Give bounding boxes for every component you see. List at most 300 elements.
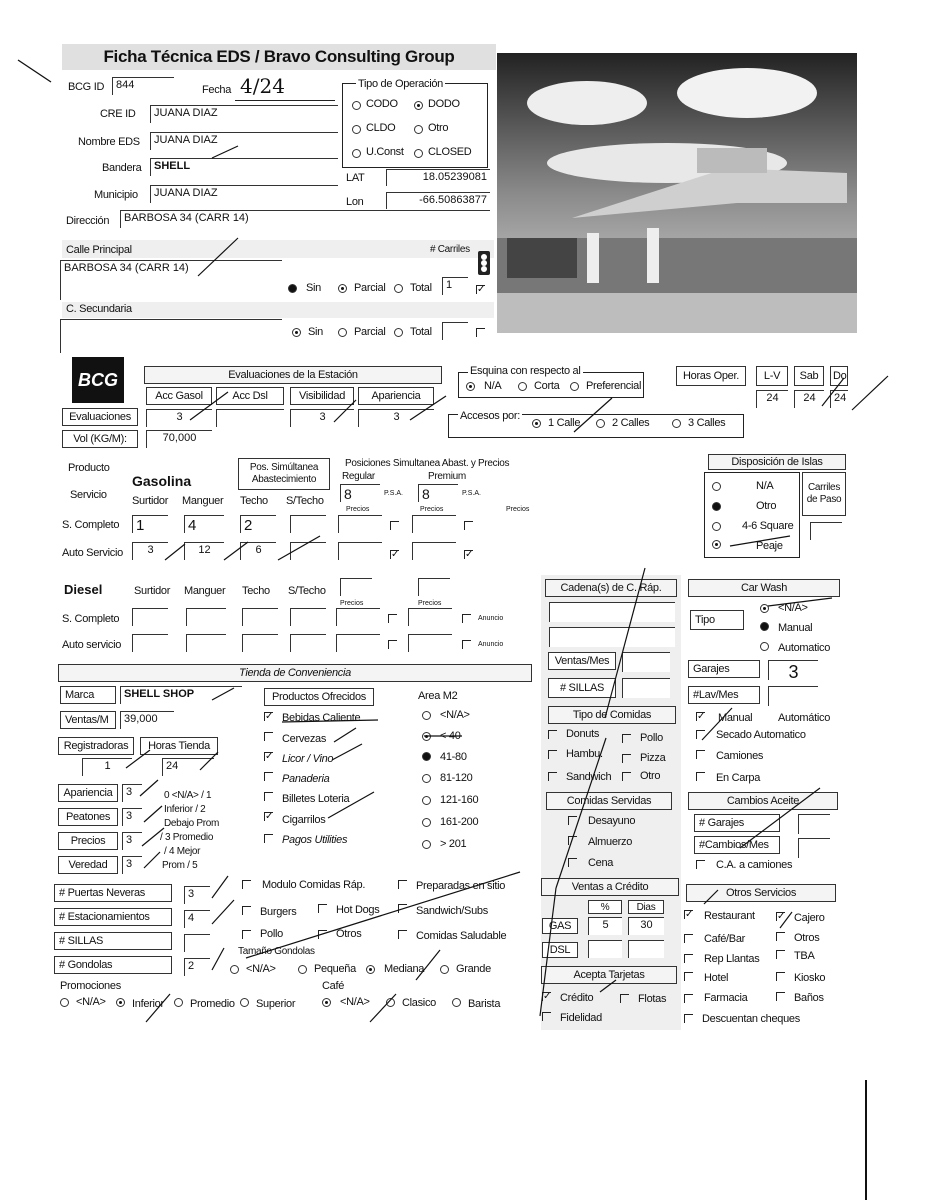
aceite-camiones-check[interactable] <box>696 860 705 869</box>
carwash-secado-label: Secado Automatico <box>716 729 806 741</box>
otros-hotel-label: Hotel <box>704 972 729 984</box>
tipo-cldo-radio[interactable] <box>352 125 361 134</box>
bcg-id-label: BCG ID <box>68 81 105 93</box>
servida-cena-label: Cena <box>588 857 614 869</box>
accesos-2calles-label: 2 Calles <box>612 417 650 429</box>
aceite-garajes-field[interactable] <box>798 814 830 834</box>
gas-auto-check-premium[interactable]: ✓ <box>465 549 474 560</box>
eval-acc-dsl-field[interactable] <box>216 409 284 427</box>
gas-auto-stecho[interactable] <box>290 542 326 560</box>
dsl-completo-check-2[interactable] <box>462 614 471 623</box>
lon-field[interactable]: -66.50863877 <box>386 192 490 209</box>
servida-desayuno-check[interactable] <box>568 816 577 825</box>
precios-label-1: Precios <box>346 506 370 513</box>
carwash-manual-check-label: Manual <box>718 712 753 724</box>
accesos-1calle-radio[interactable] <box>532 419 541 428</box>
gas-auto-manguer[interactable]: 12 <box>184 542 224 560</box>
area-81-120-radio[interactable] <box>422 774 431 783</box>
calle-principal-field[interactable]: BARBOSA 34 (CARR 14) <box>60 260 282 300</box>
dsl-auto-anuncio: Anuncio <box>478 641 504 648</box>
tarjeta-fidelidad-check[interactable] <box>542 1012 551 1021</box>
nombre-field[interactable]: JUANA DIAZ <box>150 132 338 150</box>
servida-desayuno-label: Desayuno <box>588 815 636 827</box>
otros-tba-label: TBA <box>794 950 815 962</box>
comida-hambu-label: Hambu. <box>566 748 603 760</box>
estacionamientos-label: # Estacionamientos <box>54 908 172 926</box>
fecha-label: Fecha <box>202 84 232 96</box>
eval-col-acc-gasol: Acc Gasol <box>146 387 212 405</box>
fecha-field[interactable]: 4/24 <box>240 74 285 98</box>
dsl-completo-techo[interactable] <box>242 608 278 626</box>
gas-auto-techo[interactable]: 6 <box>240 542 276 560</box>
esquina-na-radio[interactable] <box>466 382 475 391</box>
puertas-neveras-field[interactable]: 3 <box>184 886 210 904</box>
gas-col-surtidor: Surtidor <box>132 495 169 507</box>
puertas-neveras-label: # Puertas Neveras <box>54 884 172 902</box>
carwash-title: Car Wash <box>688 579 840 597</box>
registradoras-field[interactable]: 1 <box>82 758 132 776</box>
promo-na-radio[interactable] <box>60 998 69 1007</box>
premium-psa-label: P.S.A. <box>462 490 481 497</box>
carriles-paso-label: Carriles de Paso <box>802 472 846 516</box>
horas-tienda-field[interactable]: 24 <box>162 758 214 776</box>
bcg-id-field[interactable]: 844 <box>112 77 174 95</box>
lat-field[interactable]: 18.05239081 <box>386 169 490 186</box>
ventas-mes-field[interactable] <box>622 652 670 672</box>
carwash-na-label: <N/A> <box>778 602 808 614</box>
horas-lv-field[interactable]: 24 <box>756 390 788 408</box>
otros-kiosko-label: Kiosko <box>794 972 826 984</box>
bandera-field[interactable]: SHELL <box>150 158 338 176</box>
dsl-col-manguer: Manguer <box>184 585 226 597</box>
principal-parcial-label: Parcial <box>354 282 386 294</box>
otros-farmacia-label: Farmacia <box>704 992 748 1004</box>
producto-licor-check[interactable]: ✓ <box>265 751 274 762</box>
comida-pollo-label: Pollo <box>640 732 663 744</box>
hotdogs-check[interactable] <box>318 904 327 913</box>
estacionamientos-field[interactable]: 4 <box>184 910 210 928</box>
garajes-label: Garajes <box>688 660 760 678</box>
secundaria-total-radio[interactable] <box>394 328 403 337</box>
carwash-tipo-label: Tipo <box>690 610 744 630</box>
calle-secundaria-label: C. Secundaria <box>66 303 132 315</box>
premium-label: Premium <box>428 471 466 482</box>
gas-completo-precio-premium[interactable] <box>412 515 456 533</box>
tipo-dodo-radio[interactable] <box>414 101 423 110</box>
otros-descuentan-check[interactable] <box>684 1014 693 1023</box>
regular-label: Regular <box>342 471 375 482</box>
area-121-160-radio[interactable] <box>422 796 431 805</box>
carwash-carpa-label: En Carpa <box>716 772 761 784</box>
tipo-codo-label: CODO <box>366 98 398 110</box>
tarjeta-credito-check[interactable]: ✓ <box>543 991 552 1002</box>
gas-completo-surtidor[interactable]: 1 <box>132 515 168 533</box>
gondola-na-radio[interactable] <box>230 965 239 974</box>
producto-panaderia-check[interactable] <box>264 772 273 781</box>
dsl-completo-anuncio: Anuncio <box>478 615 504 622</box>
area-na-radio[interactable] <box>422 711 431 720</box>
gondola-mediana-radio[interactable] <box>366 965 375 974</box>
dsl-auto-techo[interactable] <box>242 634 278 652</box>
cafe-na-label: <N/A> <box>340 996 370 1008</box>
gondola-pequena-radio[interactable] <box>298 965 307 974</box>
credito-gas-dias[interactable]: 30 <box>628 917 664 935</box>
cafe-barista-radio[interactable] <box>452 998 461 1007</box>
producto-label: Producto <box>68 462 110 474</box>
carwash-na-radio[interactable] <box>760 604 769 613</box>
esquina-corta-label: Corta <box>534 380 560 392</box>
cadenas-field-1[interactable] <box>549 602 675 622</box>
secundaria-check[interactable] <box>476 328 485 337</box>
dsl-top-field-1[interactable] <box>340 578 372 596</box>
evaluaciones-row-label: Evaluaciones <box>62 408 138 426</box>
lav-mes-field[interactable] <box>768 686 818 706</box>
secundaria-carriles-field[interactable] <box>442 322 468 340</box>
cre-id-field[interactable]: JUANA DIAZ <box>150 105 338 123</box>
scale-line-1: 0 <N/A> / 1 <box>164 790 212 801</box>
ventas-credito-title: Ventas a Crédito <box>541 878 679 896</box>
gas-col-techo: Techo <box>240 495 268 507</box>
comida-pizza-label: Pizza <box>640 752 666 764</box>
burgers-check[interactable] <box>242 906 251 915</box>
otros-cafe-check[interactable] <box>684 934 693 943</box>
carwash-secado-check[interactable] <box>696 730 705 739</box>
area-201-label: > 201 <box>440 838 467 850</box>
esquina-corta-radio[interactable] <box>518 382 527 391</box>
principal-sin-radio[interactable] <box>288 284 297 293</box>
producto-utilities-label: Pagos Utilities <box>282 834 348 846</box>
horas-tienda-label: Horas Tienda <box>140 737 218 755</box>
gas-col-stecho: S/Techo <box>286 495 324 507</box>
otros-cajero-check[interactable]: ✓ <box>777 911 786 922</box>
tipo-codo-radio[interactable] <box>352 101 361 110</box>
eval-visibilidad-field[interactable]: 3 <box>290 409 354 427</box>
calle-secundaria-field[interactable] <box>60 319 282 353</box>
carriles-field[interactable]: 1 <box>442 277 468 295</box>
eval-apariencia-field[interactable]: 3 <box>358 409 434 427</box>
producto-utilities-check[interactable] <box>264 834 273 843</box>
dsl-auto-stecho[interactable] <box>290 634 326 652</box>
area-121-160-label: 121-160 <box>440 794 479 806</box>
area-40-label: < 40 <box>440 730 461 742</box>
tienda-otros-check[interactable] <box>318 930 327 939</box>
tipo-comidas-title: Tipo de Comidas <box>548 706 676 724</box>
otros-cafe-label: Café/Bar <box>704 933 746 945</box>
dsl-col-surtidor: Surtidor <box>134 585 171 597</box>
otros-banos-label: Baños <box>794 992 824 1004</box>
principal-total-radio[interactable] <box>394 284 403 293</box>
dsl-auto-manguer[interactable] <box>186 634 226 652</box>
esquina-na-label: N/A <box>484 380 502 392</box>
tienda-veredad-label: Veredad <box>58 856 118 874</box>
gas-completo-check-regular[interactable] <box>390 521 399 530</box>
gondola-mediana-label: Mediana <box>384 963 425 975</box>
tienda-pollo-check[interactable] <box>242 930 251 939</box>
credito-dsl-label: DSL <box>542 942 578 958</box>
carwash-manual-check[interactable]: ✓ <box>697 711 706 722</box>
burgers-label: Burgers <box>260 906 297 918</box>
secundaria-sin-radio[interactable] <box>292 328 301 337</box>
saludable-label: Comidas Saludable <box>416 930 507 942</box>
tipo-cldo-label: CLDO <box>366 122 396 134</box>
comida-donuts-label: Donuts <box>566 728 600 740</box>
otros-llantas-check[interactable] <box>684 954 693 963</box>
comida-pollo-check[interactable] <box>622 734 631 743</box>
cadenas-field-2[interactable] <box>549 627 675 647</box>
producto-bebidas-check[interactable]: ✓ <box>265 711 274 722</box>
principal-parcial-radio[interactable] <box>338 284 347 293</box>
tipo-uconst-radio[interactable] <box>352 149 361 158</box>
cadenas-title: Cadena(s) de C. Ráp. <box>545 579 677 597</box>
cafe-clasico-label: Clasico <box>402 997 436 1009</box>
producto-licor-label: Licor / Vino <box>282 753 334 765</box>
comidas-servidas-title: Comidas Servidas <box>546 792 672 810</box>
eval-col-apariencia: Apariencia <box>358 387 434 405</box>
municipio-field[interactable]: JUANA DIAZ <box>150 185 338 203</box>
esquina-title: Esquina con respecto al <box>470 365 581 377</box>
area-201-radio[interactable] <box>422 840 431 849</box>
dsl-top-field-2[interactable] <box>418 578 450 596</box>
evaluaciones-title: Evaluaciones de la Estación <box>144 366 442 384</box>
tienda-apariencia-label: Apariencia <box>58 784 118 802</box>
promo-inferior-radio[interactable] <box>116 998 125 1007</box>
tienda-precios-field[interactable]: 3 <box>122 832 142 850</box>
registradoras-label: Registradoras <box>58 737 134 755</box>
dsl-row-label-completo: S. Completo <box>62 613 120 625</box>
dsl-auto-precio-1[interactable] <box>336 634 380 652</box>
aceite-cambios-field[interactable] <box>798 838 830 858</box>
tienda-sillas-field[interactable] <box>184 934 210 952</box>
premium-psa-field[interactable]: 8 <box>418 484 458 502</box>
tienda-veredad-field[interactable]: 3 <box>122 856 142 874</box>
producto-cigarrillos-check[interactable]: ✓ <box>265 811 274 822</box>
otros-kiosko-check[interactable] <box>776 972 785 981</box>
dsl-auto-check-1[interactable] <box>388 640 397 649</box>
accesos-3calles-radio[interactable] <box>672 419 681 428</box>
preparadas-check[interactable] <box>398 880 407 889</box>
otros-descuentan-label: Descuentan cheques <box>702 1013 800 1025</box>
marca-field[interactable]: SHELL SHOP <box>120 686 242 704</box>
producto-bebidas-label: Bebidas Caliente <box>282 712 361 724</box>
islas-otro-radio[interactable] <box>712 502 721 511</box>
servicio-label: Servicio <box>70 489 107 501</box>
comida-donuts-check[interactable] <box>548 730 557 739</box>
otros-otros-label: Otros <box>794 932 820 944</box>
otros-cajero-label: Cajero <box>794 912 825 924</box>
dsl-completo-manguer[interactable] <box>186 608 226 626</box>
regular-psa-field[interactable]: 8 <box>340 484 380 502</box>
direccion-label: Dirección <box>66 215 110 227</box>
esquina-preferencial-radio[interactable] <box>570 382 579 391</box>
promo-na-label: <N/A> <box>76 996 106 1008</box>
cafe-clasico-radio[interactable] <box>386 998 395 1007</box>
lon-label: Lon <box>346 196 364 208</box>
promo-superior-radio[interactable] <box>240 998 249 1007</box>
credito-dsl-dias[interactable] <box>628 940 664 958</box>
area-title: Area M2 <box>418 690 458 702</box>
gondola-grande-label: Grande <box>456 963 491 975</box>
accesos-label: Accesos por: <box>460 410 520 422</box>
area-161-200-label: 161-200 <box>440 816 479 828</box>
credito-dsl-pct[interactable] <box>588 940 622 958</box>
cafe-title: Café <box>322 980 345 992</box>
area-41-80-radio[interactable] <box>422 752 431 761</box>
fecha-underline <box>235 100 335 101</box>
producto-cervezas-check[interactable] <box>264 732 273 741</box>
sandwich-check[interactable] <box>398 904 407 913</box>
area-40-radio[interactable] <box>422 732 431 741</box>
dsl-completo-check-1[interactable] <box>388 614 397 623</box>
gas-row-label-completo: S. Completo <box>62 519 120 531</box>
secundaria-sin-label: Sin <box>308 326 323 338</box>
secundaria-parcial-label: Parcial <box>354 326 386 338</box>
gas-completo-check-premium[interactable] <box>464 521 473 530</box>
tienda-peatones-field[interactable]: 3 <box>122 808 142 826</box>
ventas-m-field[interactable]: 39,000 <box>120 711 174 729</box>
pen-mark <box>15 50 55 90</box>
gas-completo-techo[interactable]: 2 <box>240 515 276 533</box>
scale-line-4: / 3 Promedio <box>160 832 214 843</box>
otros-farmacia-check[interactable] <box>684 994 693 1003</box>
secundaria-total-label: Total <box>410 326 432 338</box>
carwash-manual-radio[interactable] <box>760 622 769 631</box>
dsl-completo-surtidor[interactable] <box>132 608 168 626</box>
carriles-paso-field[interactable] <box>810 522 842 540</box>
servida-cena-check[interactable] <box>568 858 577 867</box>
modulo-comidas-check[interactable] <box>242 880 251 889</box>
calle-principal-label: Calle Principal <box>66 244 132 256</box>
accesos-1calle-label: 1 Calle <box>548 417 581 429</box>
otros-hotel-check[interactable] <box>684 972 693 981</box>
dsl-completo-stecho[interactable] <box>290 608 326 626</box>
productos-title: Productos Ofrecidos <box>264 688 374 706</box>
comida-hambu-check[interactable] <box>548 750 557 759</box>
tipo-otro-radio[interactable] <box>414 125 423 134</box>
precios-label-3: Precios <box>506 506 530 513</box>
carriles-label: # Carriles <box>430 244 470 255</box>
dsl-completo-precio-2[interactable] <box>408 608 452 626</box>
dsl-col-techo: Techo <box>242 585 270 597</box>
gas-row-label-auto: Auto Servicio <box>62 547 123 559</box>
ventas-m-label: Ventas/M <box>60 711 116 729</box>
otros-llantas-label: Rep Llantas <box>704 953 760 965</box>
gas-auto-precio-regular[interactable] <box>338 542 382 560</box>
tarjeta-flotas-check[interactable] <box>620 994 629 1003</box>
dsl-auto-check-2[interactable] <box>462 640 471 649</box>
gas-completo-stecho[interactable] <box>290 515 326 533</box>
cre-id-label: CRE ID <box>100 108 136 120</box>
carwash-carpa-check[interactable] <box>696 772 705 781</box>
scale-line-2: Inferior / 2 <box>164 804 206 815</box>
otros-restaurant-label: Restaurant <box>704 910 755 922</box>
gondolas-title: Tamaño Gondolas <box>238 946 315 957</box>
saludable-check[interactable] <box>398 930 407 939</box>
direccion-field[interactable]: BARBOSA 34 (CARR 14) <box>120 210 490 228</box>
accesos-2calles-radio[interactable] <box>596 419 605 428</box>
scale-line-6: Prom / 5 <box>162 860 198 871</box>
servida-almuerzo-check[interactable] <box>568 836 577 845</box>
comida-sandwich-check[interactable] <box>548 772 557 781</box>
carriles-check[interactable]: ✓ <box>477 284 486 295</box>
gondolas-field[interactable]: 2 <box>184 958 210 976</box>
servida-almuerzo-label: Almuerzo <box>588 836 633 848</box>
gas-completo-manguer[interactable]: 4 <box>184 515 224 533</box>
secundaria-parcial-radio[interactable] <box>338 328 347 337</box>
carwash-automatico-radio[interactable] <box>760 642 769 651</box>
producto-loteria-label: Billetes Loteria <box>282 793 350 805</box>
cadenas-sillas-field[interactable] <box>622 678 670 698</box>
dsl-auto-precio-2[interactable] <box>408 634 452 652</box>
promo-promedio-radio[interactable] <box>174 998 183 1007</box>
gondola-pequena-label: Pequeña <box>314 963 356 975</box>
gondola-grande-radio[interactable] <box>440 965 449 974</box>
tarjetas-title: Acepta Tarjetas <box>541 966 677 984</box>
otros-tba-check[interactable] <box>776 950 785 959</box>
otros-otros-check[interactable] <box>776 932 785 941</box>
comida-pizza-check[interactable] <box>622 754 631 763</box>
garajes-field[interactable]: 3 <box>768 660 818 680</box>
tienda-apariencia-field[interactable]: 3 <box>122 784 142 802</box>
carwash-camiones-label: Camiones <box>716 750 764 762</box>
horas-do-col: Do <box>830 366 848 386</box>
islas-na-radio[interactable] <box>712 482 721 491</box>
tarjeta-flotas-label: Flotas <box>638 993 667 1005</box>
carwash-manual-label: Manual <box>778 622 813 634</box>
cafe-na-radio[interactable] <box>322 998 331 1007</box>
tipo-dodo-label: DODO <box>428 98 460 110</box>
tipo-uconst-label: U.Const <box>366 146 404 158</box>
accesos-3calles-label: 3 Calles <box>688 417 726 429</box>
bcg-logo: BCG <box>72 357 124 403</box>
gas-auto-check-regular[interactable]: ✓ <box>391 549 400 560</box>
otros-title: Otros Servicios <box>686 884 836 902</box>
islas-peaje-radio[interactable] <box>712 540 721 549</box>
dsl-completo-precio-1[interactable] <box>336 608 380 626</box>
scale-line-3: Debajo Prom <box>164 818 220 829</box>
regular-psa-label: P.S.A. <box>384 490 403 497</box>
carwash-camiones-check[interactable] <box>696 750 705 759</box>
horas-sab-col: Sab <box>794 366 824 386</box>
producto-loteria-check[interactable] <box>264 792 273 801</box>
otros-restaurant-check[interactable]: ✓ <box>685 909 694 920</box>
dsl-row-label-auto: Auto servicio <box>62 639 122 651</box>
gas-auto-precio-premium[interactable] <box>412 542 456 560</box>
lav-mes-label: #Lav/Mes <box>688 686 760 704</box>
eval-acc-gasol-field[interactable]: 3 <box>146 409 212 427</box>
aceite-title: Cambios Aceite <box>688 792 838 810</box>
diesel-title: Diesel <box>64 582 103 597</box>
gas-completo-precio-regular[interactable] <box>338 515 382 533</box>
area-161-200-radio[interactable] <box>422 818 431 827</box>
dsl-auto-surtidor[interactable] <box>132 634 168 652</box>
horas-sab-field[interactable]: 24 <box>794 390 824 408</box>
cadenas-sillas-label: # SILLAS <box>548 678 616 698</box>
credito-gas-pct[interactable]: 5 <box>588 917 622 935</box>
vol-field[interactable]: 70,000 <box>146 430 212 448</box>
islas-na-label: N/A <box>756 480 774 492</box>
comida-otro-check[interactable] <box>622 772 631 781</box>
gas-auto-surtidor[interactable]: 3 <box>132 542 168 560</box>
islas-square-radio[interactable] <box>712 522 721 531</box>
promo-inferior-label: Inferior <box>132 998 164 1010</box>
islas-square-label: 4-6 Square <box>742 520 794 532</box>
gondolas-label: # Gondolas <box>54 956 172 974</box>
horas-do-field[interactable]: 24 <box>830 390 848 408</box>
tipo-closed-radio[interactable] <box>414 149 423 158</box>
vol-label: Vol (KG/M): <box>62 430 138 448</box>
preparadas-label: Preparadas en sitio <box>416 880 506 892</box>
otros-banos-check[interactable] <box>776 992 785 1001</box>
